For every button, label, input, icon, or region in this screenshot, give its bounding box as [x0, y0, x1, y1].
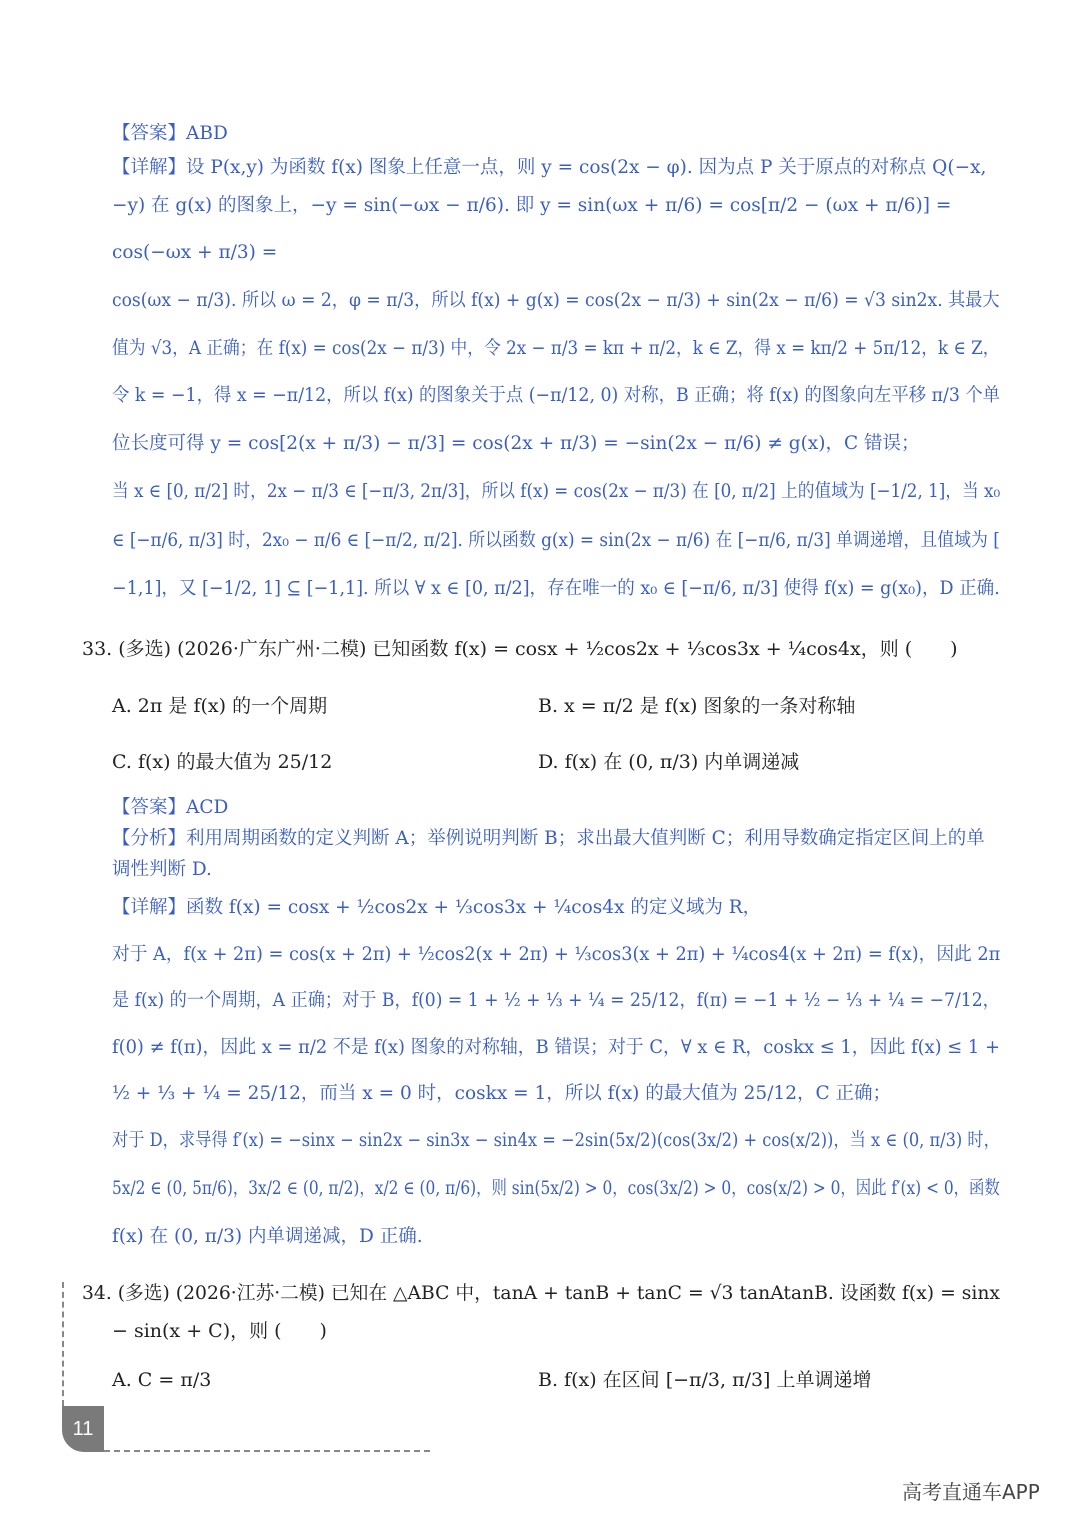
page-border-dashed-horizontal — [104, 1450, 430, 1452]
q34-option-b: B. f(x) 在区间 [−π/3, π/3] 上单调递增 — [538, 1369, 872, 1391]
q33-option-d: D. f(x) 在 (0, π/3) 内单调递减 — [538, 751, 800, 773]
q33-analysis-line: 调性判断 D. — [112, 859, 212, 880]
q32-detail-line: ∈ [−π/6, π/3] 时，2x₀ − π/6 ∈ [−π/2, π/2]. 所以函数 g(x) = sin(2x − π/6) 在 [−π/6, π/3] 单调递增，且值域为 [ — [112, 530, 1000, 551]
q33-detail-line: ½ + ⅓ + ¼ = 25/12，而当 x = 0 时，coskx = 1，所以 f(x) 的最大值为 25/12，C 正确； — [112, 1083, 891, 1104]
q33-answer-label: 【答案】ACD — [112, 797, 229, 818]
q33-stem: 33. (多选) (2026·广东广州·二模) 已知函数 f(x) = cosx + ½cos2x + ⅓cos3x + ¼cos4x，则 ( ) — [82, 638, 958, 660]
q34-stem: − sin(x + C)，则 ( ) — [112, 1320, 327, 1342]
q32-detail-line: cos(ωx − π/3). 所以 ω = 2，φ = π/3，所以 f(x) + g(x) = cos(2x − π/3) + sin(2x − π/6) = √3 sin2x. 其最大 — [112, 290, 1000, 311]
page-border-dashed-vertical — [62, 1282, 64, 1406]
q33-option-c: C. f(x) 的最大值为 25/12 — [112, 751, 333, 773]
q32-detail-line: 【详解】设 P(x,y) 为函数 f(x) 图象上任意一点，则 y = cos(2x − φ). 因为点 P 关于原点的对称点 Q(−x, — [112, 157, 987, 178]
q32-detail-line: −1,1]，又 [−1/2, 1] ⊆ [−1,1]. 所以 ∀ x ∈ [0, π/2]，存在唯一的 x₀ ∈ [−π/6, π/3] 使得 f(x) = g(x₀)，D 正确. — [112, 578, 1000, 599]
q33-option-b: B. x = π/2 是 f(x) 图象的一条对称轴 — [538, 695, 856, 717]
q34-stem: 34. (多选) (2026·江苏·二模) 已知在 △ABC 中，tanA + tanB + tanC = √3 tanAtanB. 设函数 f(x) = sinx — [82, 1282, 1000, 1304]
q33-option-a: A. 2π 是 f(x) 的一个周期 — [112, 695, 328, 717]
q32-detail-line: −y) 在 g(x) 的图象上，−y = sin(−ωx − π/6). 即 y = sin(ωx + π/6) = cos[π/2 − (ωx + π/6)] = — [112, 195, 952, 216]
q33-analysis-line: 【分析】利用周期函数的定义判断 A；举例说明判断 B；求出最大值判断 C；利用导数确定指定区间上的单 — [112, 828, 985, 849]
q32-detail-line: 令 k = −1，得 x = −π/12，所以 f(x) 的图象关于点 (−π/12, 0) 对称，B 正确；将 f(x) 的图象向左平移 π/3 个单 — [112, 385, 1001, 406]
q32-detail-line: 位长度可得 y = cos[2(x + π/3) − π/3] = cos(2x + π/3) = −sin(2x − π/6) ≠ g(x)，C 错误； — [112, 433, 920, 454]
q33-detail-line: 【详解】函数 f(x) = cosx + ½cos2x + ⅓cos3x + ¼cos4x 的定义域为 R， — [112, 897, 762, 918]
q33-detail-line: 是 f(x) 的一个周期，A 正确；对于 B，f(0) = 1 + ½ + ⅓ + ¼ = 25/12，f(π) = −1 + ½ − ⅓ + ¼ = −7/12， — [112, 990, 1000, 1011]
page-number: 11 — [62, 1406, 104, 1452]
q33-detail-line: 对于 A，f(x + 2π) = cos(x + 2π) + ½cos2(x + 2π) + ⅓cos3(x + 2π) + ¼cos4(x + 2π) = f(x)，因此 2π — [112, 944, 1001, 965]
q32-detail-line: 值为 √3，A 正确；在 f(x) = cos(2x − π/3) 中，令 2x − π/3 = kπ + π/2，k ∈ Z，得 x = kπ/2 + 5π/12，k ∈ Z， — [112, 338, 1000, 359]
q32-detail-line: 当 x ∈ [0, π/2] 时，2x − π/3 ∈ [−π/3, 2π/3]，所以 f(x) = cos(2x − π/3) 在 [0, π/2] 上的值域为 [−1/2, 1]，当 x₀ — [112, 481, 1001, 502]
q33-detail-line: f(x) 在 (0, π/3) 内单调递减，D 正确. — [112, 1226, 423, 1247]
q33-detail-line: 5x/2 ∈ (0, 5π/6)，3x/2 ∈ (0, π/2)，x/2 ∈ (0, π/6)，则 sin(5x/2) > 0，cos(3x/2) > 0，cos(x/2) > 0，因此 f′(x) < 0，函数 — [112, 1178, 1000, 1199]
watermark: 高考直通车APP — [902, 1480, 1040, 1504]
q32-answer-label: 【答案】ABD — [112, 123, 228, 144]
q34-option-a: A. C = π/3 — [112, 1369, 212, 1391]
q33-detail-line: f(0) ≠ f(π)，因此 x = π/2 不是 f(x) 图象的对称轴，B 错误；对于 C，∀ x ∈ R，coskx ≤ 1，因此 f(x) ≤ 1 + — [112, 1037, 1000, 1058]
q33-detail-line: 对于 D，求导得 f′(x) = −sinx − sin2x − sin3x − sin4x = −2sin(5x/2)(cos(3x/2) + cos(x/2))，当 x ∈ (0, π/3) 时， — [112, 1130, 1000, 1151]
q32-detail-line: cos(−ωx + π/3) = — [112, 242, 278, 263]
